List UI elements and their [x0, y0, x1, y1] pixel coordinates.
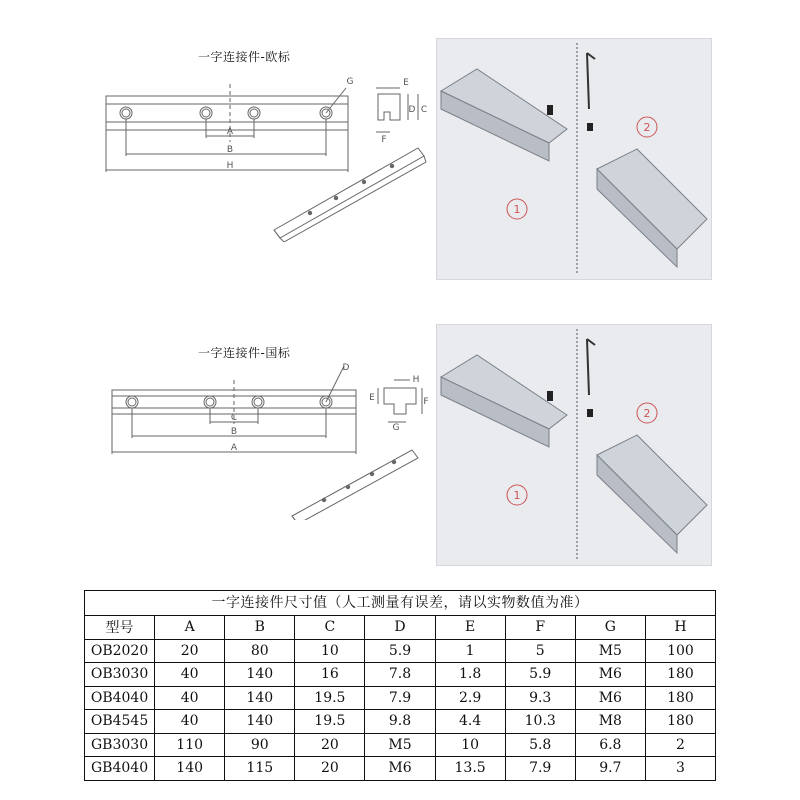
table-cell: 3	[645, 757, 715, 781]
dim-label-d: D	[342, 363, 350, 373]
dim-label-h: H	[226, 161, 234, 171]
table-cell: 13.5	[435, 757, 505, 781]
table-cell: 1	[435, 639, 505, 663]
table-cell: M8	[575, 710, 645, 734]
table-cell: 4.4	[435, 710, 505, 734]
table-row	[85, 686, 716, 710]
table-row	[85, 757, 716, 781]
table-row	[85, 663, 716, 687]
column-header: G	[575, 616, 645, 640]
dim-label-a: A	[226, 127, 234, 137]
table-cell: 2.9	[435, 686, 505, 710]
table-cell: 10	[435, 733, 505, 757]
table-cell: 9.8	[365, 710, 435, 734]
dim-label-c: C	[420, 105, 428, 115]
gb-connector-drawing	[100, 360, 430, 520]
dim-label-b: B	[226, 145, 234, 155]
table-cell: 80	[225, 639, 295, 663]
dim-label-c: C	[230, 413, 238, 423]
table-cell: 7.9	[365, 686, 435, 710]
callout-1: 1	[513, 489, 521, 502]
column-header: H	[645, 616, 715, 640]
dimension-table	[84, 590, 716, 781]
table-cell: 40	[155, 686, 225, 710]
table-cell: 140	[225, 663, 295, 687]
dim-label-d: D	[408, 105, 416, 115]
callout-1: 1	[513, 203, 521, 216]
column-header: F	[505, 616, 575, 640]
table-cell: 5.9	[505, 663, 575, 687]
table-cell: 9.7	[575, 757, 645, 781]
table-cell: 90	[225, 733, 295, 757]
column-header: B	[225, 616, 295, 640]
table-row	[85, 733, 716, 757]
table-cell: GB3030	[85, 733, 155, 757]
table-cell: 9.3	[505, 686, 575, 710]
table-cell: 20	[295, 733, 365, 757]
table-cell: 5	[505, 639, 575, 663]
dim-label-a: A	[230, 443, 238, 453]
table-cell: 180	[645, 710, 715, 734]
table-cell: 100	[645, 639, 715, 663]
section-title-eu: 一字连接件-欧标	[198, 50, 291, 64]
dim-label-f: F	[381, 135, 387, 145]
table-cell: 5.8	[505, 733, 575, 757]
table-cell: OB4040	[85, 686, 155, 710]
table-cell: GB4040	[85, 757, 155, 781]
table-cell: M5	[575, 639, 645, 663]
eu-assembly-photo	[436, 38, 712, 280]
table-cell: 6.8	[575, 733, 645, 757]
table-cell: 2	[645, 733, 715, 757]
table-cell: 20	[295, 757, 365, 781]
callout-2: 2	[643, 407, 651, 420]
table-cell: 1.8	[435, 663, 505, 687]
gb-assembly-photo	[436, 324, 712, 566]
table-cell: OB4545	[85, 710, 155, 734]
table-row	[85, 639, 716, 663]
table-cell: 20	[155, 639, 225, 663]
dim-label-e: E	[369, 393, 375, 403]
table-cell: 40	[155, 710, 225, 734]
dim-label-h: H	[412, 375, 420, 385]
table-title: 一字连接件尺寸值（人工测量有误差，请以实物数值为准）	[84, 590, 716, 615]
column-header: C	[295, 616, 365, 640]
table-row	[85, 710, 716, 734]
dim-label-g: G	[346, 77, 354, 87]
dim-label-e: E	[403, 78, 409, 88]
table-cell: 140	[155, 757, 225, 781]
section-title-gb: 一字连接件-国标	[198, 346, 291, 360]
table-cell: 40	[155, 663, 225, 687]
table-cell: 180	[645, 663, 715, 687]
dim-label-f: F	[423, 397, 429, 407]
table-cell: 7.9	[505, 757, 575, 781]
table-cell: 115	[225, 757, 295, 781]
table-cell: 5.9	[365, 639, 435, 663]
table-cell: M6	[575, 686, 645, 710]
callout-2: 2	[643, 121, 651, 134]
column-header: A	[155, 616, 225, 640]
table-cell: 19.5	[295, 686, 365, 710]
table-cell: M6	[575, 663, 645, 687]
eu-connector-drawing	[100, 72, 430, 242]
column-header: 型号	[85, 616, 155, 640]
dim-label-g: G	[392, 423, 400, 433]
column-header: D	[365, 616, 435, 640]
table-cell: 140	[225, 710, 295, 734]
table-cell: 7.8	[365, 663, 435, 687]
column-header: E	[435, 616, 505, 640]
table-header-row	[85, 616, 716, 640]
table-cell: M5	[365, 733, 435, 757]
table-cell: 16	[295, 663, 365, 687]
table-cell: 180	[645, 686, 715, 710]
table-cell: OB3030	[85, 663, 155, 687]
table-cell: OB2020	[85, 639, 155, 663]
table-cell: 140	[225, 686, 295, 710]
table-cell: M6	[365, 757, 435, 781]
table-cell: 10.3	[505, 710, 575, 734]
table-cell: 19.5	[295, 710, 365, 734]
table-cell: 10	[295, 639, 365, 663]
table-cell: 110	[155, 733, 225, 757]
dim-label-b: B	[230, 427, 238, 437]
